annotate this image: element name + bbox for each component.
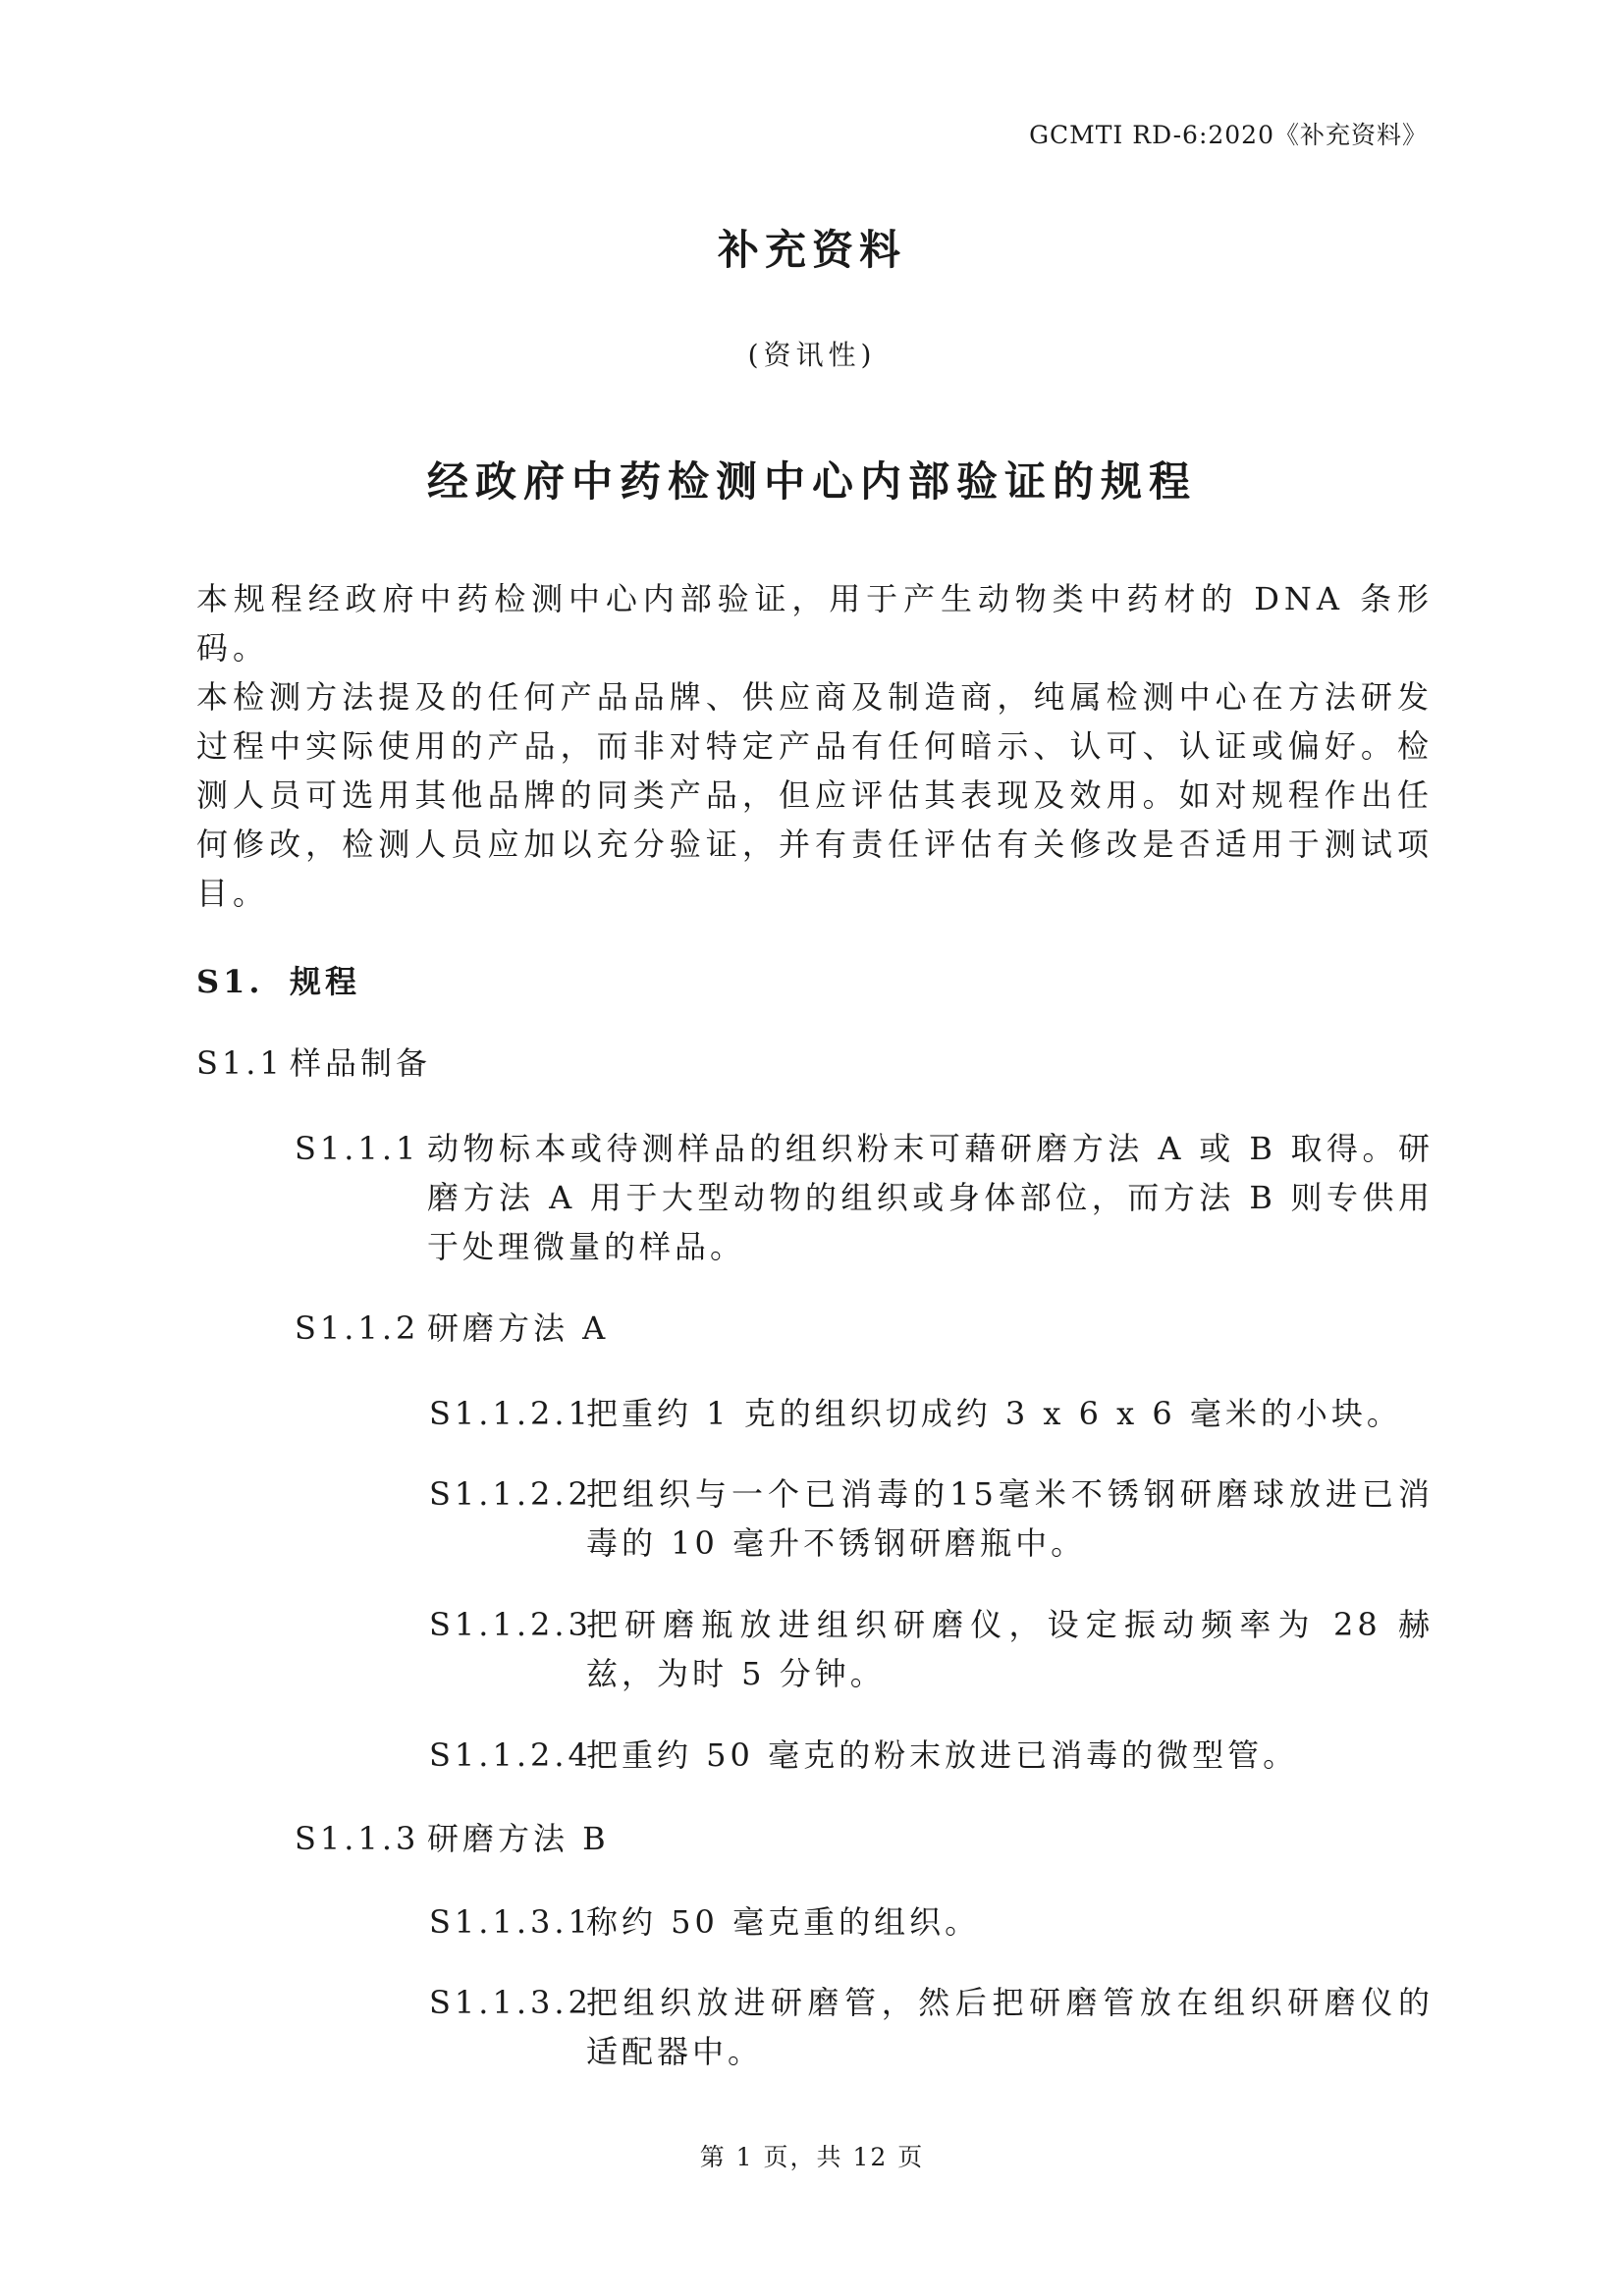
clause-text: 把重约 50 毫克的粉末放进已消毒的微型管。 <box>586 1736 1299 1774</box>
clause-number: S1.1.2.4 <box>429 1736 592 1774</box>
clause-text: 把重约 1 克的组织切成约 3 x 6 x 6 毫米的小块。 <box>586 1395 1402 1432</box>
intro-block <box>196 574 1434 918</box>
clause-number: S1.1.3.1 <box>429 1903 592 1941</box>
section-number: S1.1 <box>196 1044 284 1082</box>
section-title: 规程 <box>290 963 361 1000</box>
page-number: 第 1 页，共 12 页 <box>699 2143 925 2171</box>
clause-number: S1.1.3.2 <box>429 1984 592 2021</box>
intro-paragraph-1: 本规程经政府中药检测中心内部验证，用于产生动物类中药材的 DNA 条形码。 <box>196 580 1434 667</box>
section-number: S1.1.2 <box>295 1309 420 1347</box>
clause-s1-1-3-2 <box>429 1978 1434 2076</box>
section-s1-1-heading <box>196 1039 431 1088</box>
clause-text: 动物标本或待测样品的组织粉末可藉研磨方法 A 或 B 取得。研磨方法 A 用于大型动物的组织或身体部位，而方法 B 则专供用于处理微量的样品。 <box>427 1130 1434 1265</box>
section-s1-heading <box>196 957 360 1006</box>
clause-text: 把组织与一个已消毒的15毫米不锈钢研磨球放进已消毒的 10 毫升不锈钢研磨瓶中。 <box>586 1475 1434 1562</box>
clause-text: 把组织放进研磨管，然后把研磨管放在组织研磨仪的适配器中。 <box>586 1984 1434 2070</box>
clause-s1-1-2-3 <box>429 1600 1434 1698</box>
section-s1-1-3-heading <box>295 1814 610 1863</box>
clause-number: S1.1.2.2 <box>429 1475 592 1513</box>
clause-s1-1-2-2 <box>429 1469 1434 1568</box>
section-title: 研磨方法 B <box>427 1820 610 1857</box>
section-title: 研磨方法 A <box>427 1309 610 1347</box>
document-reference: GCMTI RD-6:2020《补充资料》 <box>1029 121 1428 149</box>
clause-text: 把研磨瓶放进组织研磨仪，设定振动频率为 28 赫兹，为时 5 分钟。 <box>586 1606 1434 1692</box>
section-title: 样品制备 <box>290 1044 432 1082</box>
page-subtitle: (资讯性) <box>747 339 877 371</box>
clause-s1-1-2-1 <box>429 1389 1434 1438</box>
intro-paragraph-2: 本检测方法提及的任何产品品牌、供应商及制造商，纯属检测中心在方法研发过程中实际使用的产品，而非对特定产品有任何暗示、认可、认证或偏好。检测人员可选用其他品牌的同类产品，但应评估其表现及效用。如对规程作出任何修改，检测人员应加以充分验证，并有责任评估有关修改是否适用于测试项目。 <box>196 678 1434 912</box>
page-title: 补充资料 <box>717 226 906 274</box>
clause-number: S1.1.1 <box>295 1130 420 1167</box>
section-number: S1. <box>196 963 264 1000</box>
section-number: S1.1.3 <box>295 1820 420 1857</box>
clause-s1-1-1 <box>295 1124 1434 1271</box>
main-heading: 经政府中药检测中心内部验证的规程 <box>426 457 1197 506</box>
clause-number: S1.1.2.3 <box>429 1606 592 1643</box>
section-s1-1-2-heading <box>295 1304 609 1353</box>
clause-number: S1.1.2.1 <box>429 1395 592 1432</box>
clause-s1-1-2-4 <box>429 1731 1434 1780</box>
clause-text: 称约 50 毫克重的组织。 <box>586 1903 981 1941</box>
clause-s1-1-3-1 <box>429 1897 1434 1947</box>
